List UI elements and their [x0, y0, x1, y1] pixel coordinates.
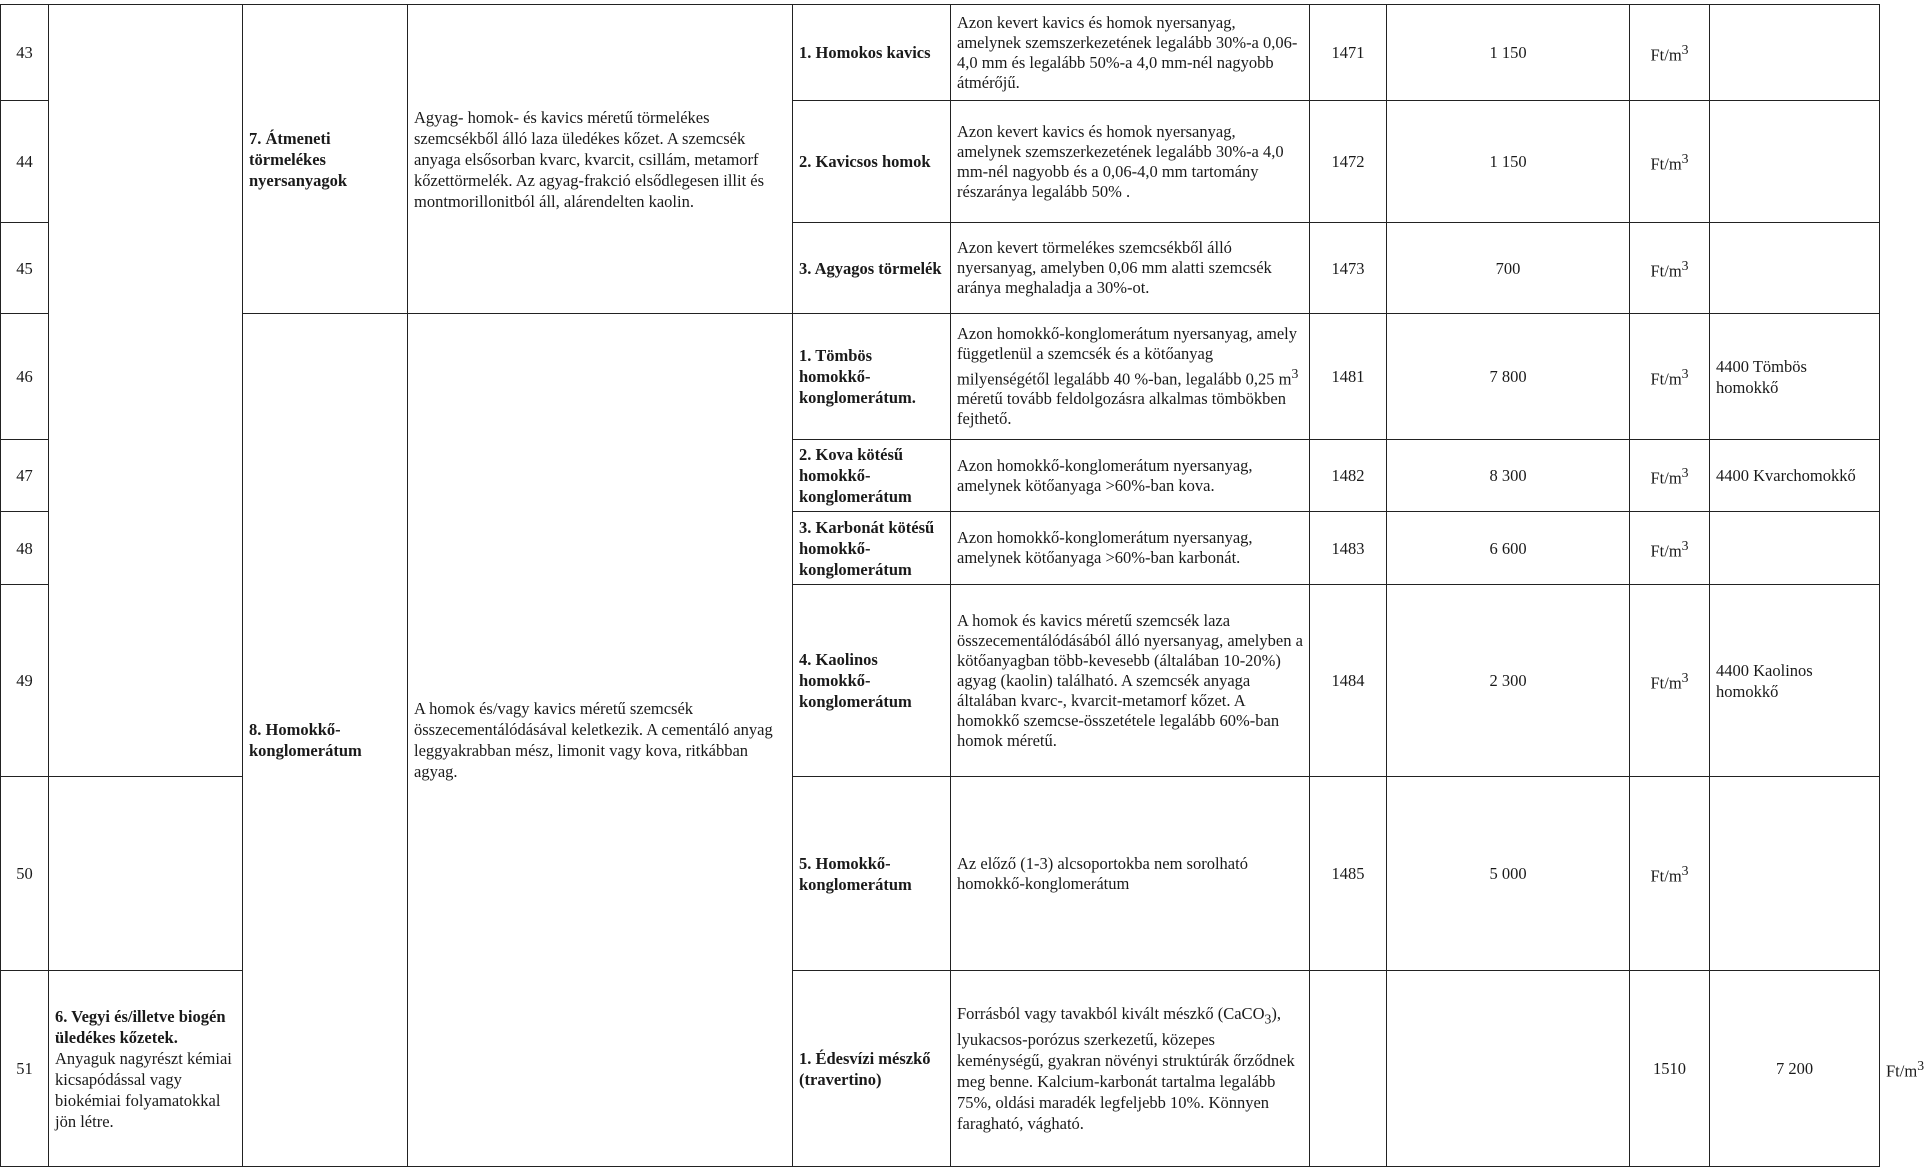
subgroup-description: Azon kevert kavics és homok nyersanyag, amelynek szemszerkezetének legalább 30%-a 0,06-4,0 mm és legalább 50%-a 4,0 mm-nél nagyobb átmérőjű.	[951, 5, 1310, 101]
subgroup-name: 1. Homokos kavics	[793, 5, 951, 101]
extra-note	[1710, 777, 1880, 971]
subgroup-name: 3. Agyagos törmelék	[793, 223, 951, 314]
extra-note	[1710, 512, 1880, 585]
price: 700	[1387, 223, 1630, 314]
subgroup-description: Az előző (1-3) alcsoportokba nem sorolható homokkő-konglomerátum	[951, 777, 1310, 971]
code: 1472	[1310, 101, 1387, 223]
row-number: 44	[1, 101, 49, 223]
row-number: 48	[1, 512, 49, 585]
mineral-price-table	[0, 4, 1924, 1167]
extra-note	[1710, 101, 1880, 223]
code: 1510	[1630, 971, 1710, 1167]
unit: $Ft/m^3$	[1630, 5, 1710, 101]
extra-note: 4400 Kaolinos homokkő	[1710, 585, 1880, 777]
main-group-cell	[49, 777, 243, 971]
row-number: 49	[1, 585, 49, 777]
unit: $Ft/m^3$	[1630, 777, 1710, 971]
code: 1483	[1310, 512, 1387, 585]
subgroup-description: Azon homokkő-konglomerátum nyersanyag, amelynek kötőanyaga >60%-ban karbonát.	[951, 512, 1310, 585]
subgroup-description: Azon homokkő-konglomerátum nyersanyag, amely függetlenül a szemcsék és a kötőanyag milyenségétől legalább 40 %-ban, legalább 0,25 $m^3$ méretű tovább feldolgozásra alkalmas tömbökben fejthető.	[951, 314, 1310, 440]
price: 7 200	[1710, 971, 1880, 1167]
subgroup-name: 1. Tömbös homokkő-konglomerátum.	[793, 314, 951, 440]
group-name: 1. Édesvízi mészkő (travertino)	[793, 971, 951, 1167]
row-number: 51	[1, 971, 49, 1167]
table-row	[1, 5, 1880, 101]
code: 1482	[1310, 440, 1387, 512]
price: 2 300	[1387, 585, 1630, 777]
group-description: Agyag- homok- és kavics méretű törmelékes szemcsékből álló laza üledékes kőzet. A szemcsék anyaga elsősorban kvarc, kvarcit, csillám, metamorf kőzettörmelék. Az agyag-frakció elsődlegesen illit és montmorillonitból áll, alárendelten kaolin.	[408, 5, 793, 314]
group-description: Forrásból vagy tavakból kivált mészkő (CaCO$_3$), lyukacsos-porózus szerkezetű, közepes keménységű, gyakran növényi struktúrák őrződnek meg benne. Kalcium-karbonát tartalma legalább 75%, oldási maradék legfeljebb 10%. Könnyen faragható, vágható.	[951, 971, 1310, 1167]
extra-note: 4400 Kvarchomokkő	[1710, 440, 1880, 512]
row-number: 47	[1, 440, 49, 512]
subgroup-name: 2. Kova kötésű homokkő-konglomerátum	[793, 440, 951, 512]
code: 1481	[1310, 314, 1387, 440]
subgroup-name	[1310, 971, 1387, 1167]
unit: $Ft/m^3$	[1630, 314, 1710, 440]
table-row: 51 6. Vegyi és/illetve biogén üledékes kőzetek. Anyaguk nagyrészt kémiai kicsapódással vagy biokémiai folyamatokkal jön létre. 1. Édesvízi mészkő (travertino) Forrásból vagy tavakból kivált mészkő (CaCO$_3$), lyukacsos-porózus szerkezetű, közepes keménységű, gyakran növényi struktúrák őrződnek meg benne. Kalcium-karbonát tartalma legalább 75%, oldási maradék legfeljebb 10%. Könnyen faragható, vágható. 1510 7 200 $Ft/m^3$	[1, 971, 1880, 1167]
group-name: 7. Átmeneti törmelékes nyersanyagok	[243, 5, 408, 314]
table-row	[1, 314, 1880, 440]
subgroup-description: Azon homokkő-konglomerátum nyersanyag, amelynek kötőanyaga >60%-ban kova.	[951, 440, 1310, 512]
unit: $Ft/m^3$	[1630, 440, 1710, 512]
subgroup-description	[1387, 971, 1630, 1167]
row-number: 43	[1, 5, 49, 101]
price: 1 150	[1387, 5, 1630, 101]
unit: $Ft/m^3$	[1630, 101, 1710, 223]
subgroup-name: 5. Homokkő-konglomerátum	[793, 777, 951, 971]
subgroup-description: Azon kevert kavics és homok nyersanyag, amelynek szemszerkezetének legalább 30%-a 4,0 mm-nél nagyobb és a 0,06-4,0 mm tartomány részaránya legalább 50% .	[951, 101, 1310, 223]
price: 7 800	[1387, 314, 1630, 440]
subgroup-name: 4. Kaolinos homokkő-konglomerátum	[793, 585, 951, 777]
main-group-description: 6. Vegyi és/illetve biogén üledékes kőzetek. Anyaguk nagyrészt kémiai kicsapódással vagy biokémiai folyamatokkal jön létre.	[49, 971, 243, 1167]
main-group-cell	[49, 5, 243, 777]
group-description: A homok és/vagy kavics méretű szemcsék összecementálódásával keletkezik. A cementáló anyag leggyakrabban mész, limonit vagy kova, ritkábban agyag.	[408, 314, 793, 1167]
subgroup-description: Azon kevert törmelékes szemcsékből álló nyersanyag, amelyben 0,06 mm alatti szemcsék aránya meghaladja a 30%-ot.	[951, 223, 1310, 314]
code: 1485	[1310, 777, 1387, 971]
price: 8 300	[1387, 440, 1630, 512]
group-name: 8. Homokkő-konglomerátum	[243, 314, 408, 1167]
extra-note	[1710, 223, 1880, 314]
row-number: 46	[1, 314, 49, 440]
subgroup-name: 3. Karbonát kötésű homokkő-konglomerátum	[793, 512, 951, 585]
row-number: 45	[1, 223, 49, 314]
price: 1 150	[1387, 101, 1630, 223]
price: 6 600	[1387, 512, 1630, 585]
extra-note: 4400 Tömbös homokkő	[1710, 314, 1880, 440]
code: 1473	[1310, 223, 1387, 314]
code: 1484	[1310, 585, 1387, 777]
subgroup-name: 2. Kavicsos homok	[793, 101, 951, 223]
code: 1471	[1310, 5, 1387, 101]
extra-note	[1710, 5, 1880, 101]
unit: $Ft/m^3$	[1630, 585, 1710, 777]
unit: $Ft/m^3$	[1630, 512, 1710, 585]
unit: $Ft/m^3$	[1630, 223, 1710, 314]
price: 5 000	[1387, 777, 1630, 971]
row-number: 50	[1, 777, 49, 971]
subgroup-description: A homok és kavics méretű szemcsék laza összecementálódásából álló nyersanyag, amelyben a kötőanyagban több-kevesebb (általában 10-20%) agyag (kaolin) található. A szemcsék anyaga általában kvarc-, kvarcit-metamorf kőzet. A homokkő szemcse-összetétele legalább 60%-ban homok méretű.	[951, 585, 1310, 777]
